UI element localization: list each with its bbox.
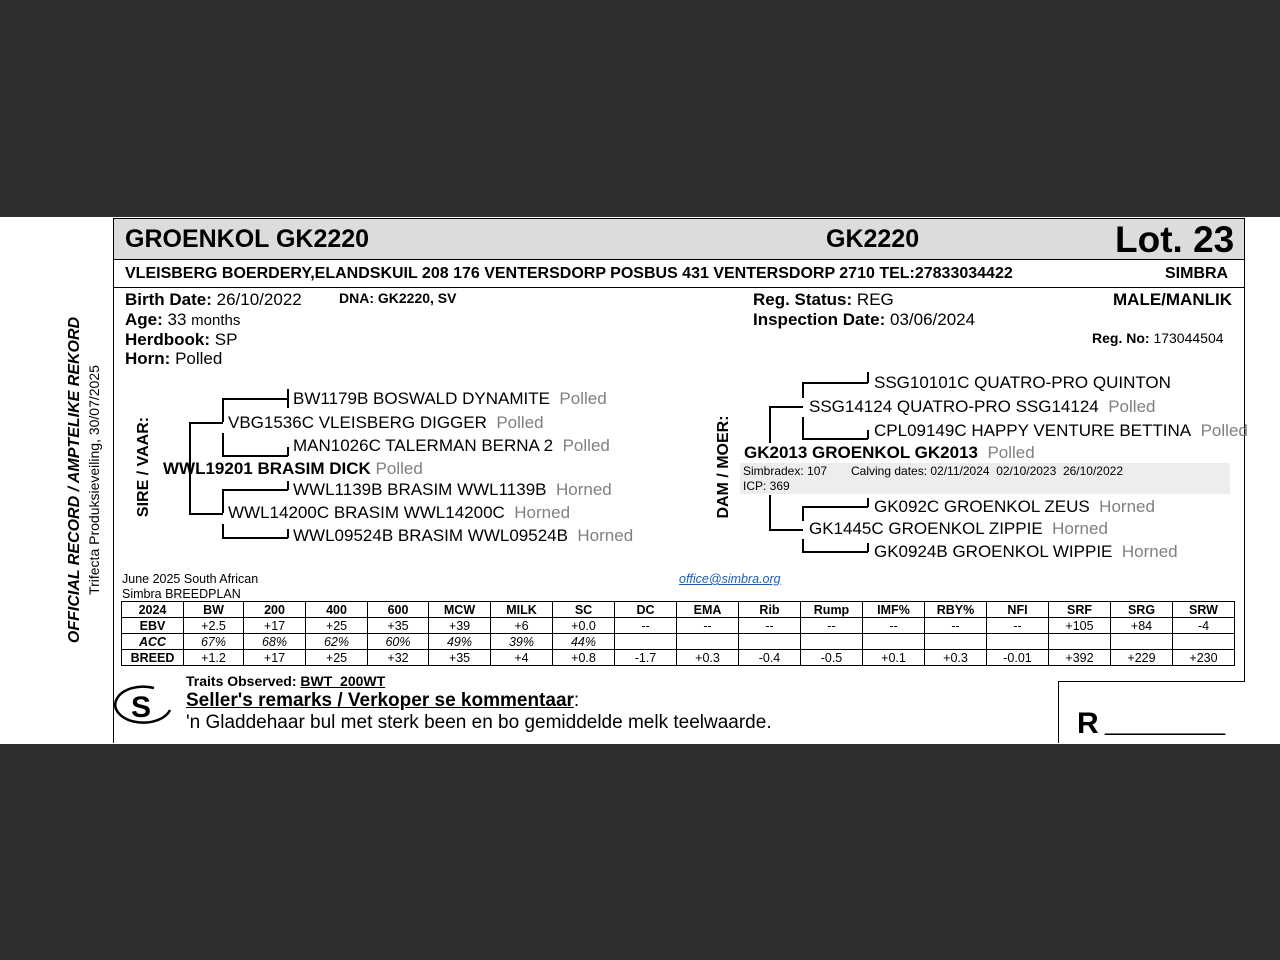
table-cell: -- bbox=[987, 618, 1049, 634]
breedplan-line2: Simbra BREEDPLAN bbox=[122, 587, 241, 601]
table-cell: -- bbox=[739, 618, 801, 634]
table-cell: NFI bbox=[987, 602, 1049, 618]
table-cell: 400 bbox=[306, 602, 368, 618]
table-cell: SC bbox=[553, 602, 615, 618]
official-record-label: OFFICIAL RECORD / AMPTELIKE REKORD bbox=[66, 316, 83, 644]
dam-gg1: SSG10101C QUATRO-PRO QUINTON bbox=[874, 373, 1171, 392]
table-cell: 67% bbox=[184, 634, 244, 650]
dam-info-box bbox=[740, 463, 1230, 494]
dam-granddam: GK1445C GROENKOL ZIPPIE Horned bbox=[809, 519, 1108, 538]
sire-name: WWL19201 BRASIM DICK Polled bbox=[163, 459, 423, 478]
table-cell: 49% bbox=[429, 634, 491, 650]
dam-gg2: CPL09149C HAPPY VENTURE BETTINA Polled bbox=[874, 421, 1248, 440]
table-cell: -- bbox=[863, 618, 925, 634]
table-cell: +4 bbox=[491, 650, 553, 666]
table-cell bbox=[1173, 634, 1235, 650]
table-row bbox=[122, 634, 1235, 650]
table-cell: SRG bbox=[1111, 602, 1173, 618]
dam-grandsire: SSG14124 QUATRO-PRO SSG14124 Polled bbox=[809, 397, 1156, 416]
svg-text:S: S bbox=[131, 691, 152, 724]
table-cell bbox=[677, 634, 739, 650]
sire-label: SIRE / VAAR: bbox=[135, 416, 152, 518]
table-cell bbox=[1111, 634, 1173, 650]
table-cell: +0.3 bbox=[925, 650, 987, 666]
table-cell: MCW bbox=[429, 602, 491, 618]
table-cell: +0.1 bbox=[863, 650, 925, 666]
table-row-label: EBV bbox=[122, 618, 184, 634]
traits-observed: Traits Observed: BWT 200WT bbox=[186, 673, 386, 689]
table-cell: +2.5 bbox=[184, 618, 244, 634]
table-cell: SRW bbox=[1173, 602, 1235, 618]
birth-date: Birth Date: 26/10/2022 bbox=[125, 290, 302, 309]
sex-label: MALE/MANLIK bbox=[1113, 290, 1232, 309]
table-row-label: ACC bbox=[122, 634, 184, 650]
table-cell: +17 bbox=[244, 618, 306, 634]
table-row bbox=[122, 618, 1235, 634]
sire-gg4: WWL09524B BRASIM WWL09524B Horned bbox=[293, 526, 634, 545]
table-cell: BW bbox=[184, 602, 244, 618]
dam-label: DAM / MOER: bbox=[715, 415, 732, 519]
icp: ICP: 369 bbox=[743, 479, 790, 493]
table-cell: 600 bbox=[368, 602, 429, 618]
table-cell: 60% bbox=[368, 634, 429, 650]
table-cell: EMA bbox=[677, 602, 739, 618]
dam-gg3: GK092C GROENKOL ZEUS Horned bbox=[874, 497, 1155, 516]
table-cell: -4 bbox=[1173, 618, 1235, 634]
table-cell: -- bbox=[925, 618, 987, 634]
table-cell: +230 bbox=[1173, 650, 1235, 666]
table-cell bbox=[615, 634, 677, 650]
inspection-date: Inspection Date: 03/06/2024 bbox=[753, 310, 976, 329]
animal-id: GK2220 bbox=[826, 225, 920, 253]
table-row bbox=[122, 650, 1235, 666]
dam-name: GK2013 GROENKOL GK2013 Polled bbox=[744, 443, 1035, 462]
price-box bbox=[1058, 681, 1245, 743]
email-link[interactable]: office@simbra.org bbox=[679, 572, 781, 586]
age: Age: 33 months bbox=[125, 310, 241, 329]
sire-granddam: WWL14200C BRASIM WWL14200C Horned bbox=[228, 503, 571, 522]
table-header-row bbox=[122, 602, 1235, 618]
table-cell: -1.7 bbox=[615, 650, 677, 666]
table-cell: +84 bbox=[1111, 618, 1173, 634]
reg-status: Reg. Status: REG bbox=[753, 290, 894, 309]
table-cell bbox=[801, 634, 863, 650]
table-cell: +6 bbox=[491, 618, 553, 634]
simbradex: Simbradex: 107 bbox=[743, 464, 828, 478]
horn-status: Horn: Polled bbox=[125, 349, 223, 368]
table-cell: -0.5 bbox=[801, 650, 863, 666]
auction-label: Trifecta Produksieveiling, 30/07/2025 bbox=[86, 365, 102, 595]
reg-number: Reg. No: 173044504 bbox=[1092, 330, 1224, 346]
table-cell bbox=[1049, 634, 1111, 650]
table-cell: IMF% bbox=[863, 602, 925, 618]
dam-gg4: GK0924B GROENKOL WIPPIE Horned bbox=[874, 542, 1178, 561]
table-cell: DC bbox=[615, 602, 677, 618]
table-cell: +1.2 bbox=[184, 650, 244, 666]
table-cell: +17 bbox=[244, 650, 306, 666]
sire-gg3: WWL1139B BRASIM WWL1139B Horned bbox=[293, 480, 612, 499]
table-cell: -- bbox=[801, 618, 863, 634]
table-cell: +0.8 bbox=[553, 650, 615, 666]
table-cell bbox=[925, 634, 987, 650]
table-cell: SRF bbox=[1049, 602, 1111, 618]
table-cell: +35 bbox=[368, 618, 429, 634]
table-cell: 44% bbox=[553, 634, 615, 650]
table-cell: Rib bbox=[739, 602, 801, 618]
table-cell: +105 bbox=[1049, 618, 1111, 634]
price-line: _________ bbox=[1105, 709, 1226, 736]
table-cell: +35 bbox=[429, 650, 491, 666]
calving-dates: Calving dates: 02/11/2024 02/10/2023 26/10/2022 bbox=[851, 464, 1123, 478]
table-cell: 62% bbox=[306, 634, 368, 650]
sire-gg2: MAN1026C TALERMAN BERNA 2 Polled bbox=[293, 436, 610, 455]
table-cell: Rump bbox=[801, 602, 863, 618]
table-cell bbox=[739, 634, 801, 650]
dna-info: DNA: GK2220, SV bbox=[339, 290, 457, 306]
table-cell: MILK bbox=[491, 602, 553, 618]
table-row-label: BREED bbox=[122, 650, 184, 666]
table-cell: +392 bbox=[1049, 650, 1111, 666]
table-cell: -0.01 bbox=[987, 650, 1049, 666]
breeder-address: VLEISBERG BOERDERY,ELANDSKUIL 208 176 VENTERSDORP POSBUS 431 VENTERSDORP 2710 TEL:27833034422 bbox=[125, 265, 1013, 282]
sire-grandsire: VBG1536C VLEISBERG DIGGER Polled bbox=[228, 413, 544, 432]
table-cell: -0.4 bbox=[739, 650, 801, 666]
breed-label: SIMBRA bbox=[1165, 265, 1229, 282]
table-cell: +39 bbox=[429, 618, 491, 634]
herdbook: Herdbook: SP bbox=[125, 330, 238, 349]
table-cell bbox=[987, 634, 1049, 650]
table-cell: -- bbox=[615, 618, 677, 634]
breedplan-line1: June 2025 South African bbox=[122, 572, 259, 586]
price-currency: R bbox=[1077, 707, 1099, 740]
table-cell: 200 bbox=[244, 602, 306, 618]
table-cell: 39% bbox=[491, 634, 553, 650]
table-cell: +0.3 bbox=[677, 650, 739, 666]
seller-remarks-label: Seller's remarks / Verkoper se kommentaar: bbox=[186, 690, 580, 711]
table-cell: 68% bbox=[244, 634, 306, 650]
table-row-label: 2024 bbox=[122, 602, 184, 618]
table-cell: -- bbox=[677, 618, 739, 634]
table-cell: +25 bbox=[306, 618, 368, 634]
table-cell: +0.0 bbox=[553, 618, 615, 634]
table-cell: +229 bbox=[1111, 650, 1173, 666]
sire-gg1: BW1179B BOSWALD DYNAMITE Polled bbox=[293, 389, 607, 408]
simbra-logo-icon bbox=[114, 684, 174, 728]
lot-number: Lot. 23 bbox=[1115, 219, 1235, 260]
table-cell: +25 bbox=[306, 650, 368, 666]
table-cell bbox=[863, 634, 925, 650]
animal-name: GROENKOL GK2220 bbox=[125, 225, 370, 253]
table-cell: +32 bbox=[368, 650, 429, 666]
ebv-table bbox=[121, 601, 1235, 666]
seller-remarks-text: 'n Gladdehaar bul met sterk been en bo gemiddelde melk teelwaarde. bbox=[186, 712, 772, 733]
table-cell: RBY% bbox=[925, 602, 987, 618]
